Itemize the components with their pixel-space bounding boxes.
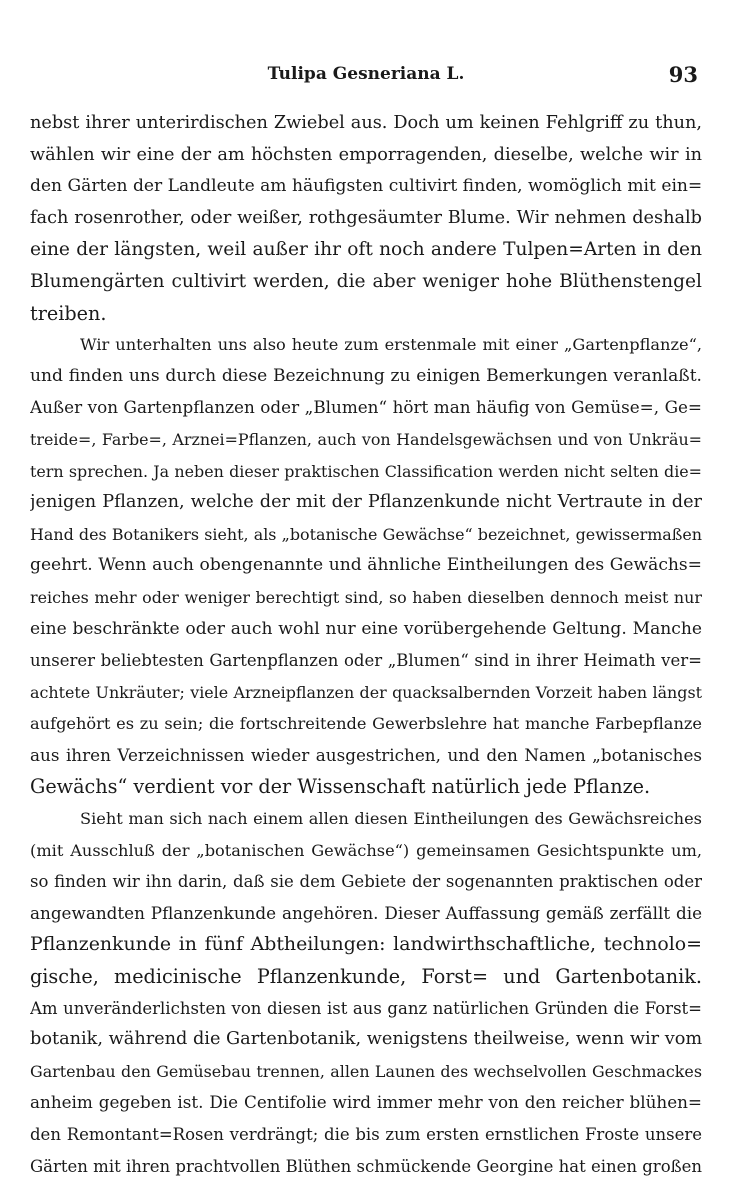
running-title: Tulipa Gesneriana L.: [267, 64, 465, 84]
text-line: Blumengärten cultivirt werden, die aber weniger hohe Blüthenstengel: [30, 270, 702, 292]
text-line: reiches mehr oder weniger berechtigt sind, so haben dieselben dennoch meist nur: [30, 587, 702, 607]
text-line: (mit Ausschluß der „botanischen Gewächse“) gemeinsamen Gesichtspunkte um,: [30, 840, 702, 860]
text-line: eine beschränkte oder auch wohl nur eine vorübergehende Geltung. Manche: [30, 618, 702, 639]
text-line: treiben.: [30, 301, 107, 325]
text-line: anheim gegeben ist. Die Centifolie wird immer mehr von den reicher blühen=: [30, 1092, 702, 1113]
text-line: Pflanzenkunde in fünf Abtheilungen: landwirthschaftliche, technolo=: [30, 933, 702, 956]
text-line: Außer von Gartenpflanzen oder „Blumen“ hört man häufig von Gemüse=, Ge=: [30, 397, 702, 418]
text-line: nebst ihrer unterirdischen Zwiebel aus. Doch um keinen Fehlgriff zu thun,: [30, 113, 702, 133]
text-line: achtete Unkräuter; viele Arzneipflanzen der quacksalbernden Vorzeit haben längst: [30, 682, 702, 702]
page-number: 93: [668, 62, 698, 87]
text-line: und finden uns durch diese Bezeichnung zu einigen Bemerkungen veranlaßt.: [30, 365, 702, 386]
text-line: Hand des Botanikers sieht, als „botanische Gewächse“ bezeichnet, gewissermaßen: [30, 524, 702, 544]
text-line: unserer beliebtesten Gartenpflanzen oder „Blumen“ sind in ihrer Heimath ver=: [30, 651, 702, 671]
text-line: Gärten mit ihren prachtvollen Blüthen schmückende Georgine hat einen großen: [30, 1156, 702, 1176]
running-head: [30, 64, 702, 90]
text-line: wählen wir eine der am höchsten emporragenden, dieselbe, welche wir in: [30, 144, 702, 165]
text-line: so finden wir ihn darin, daß sie dem Gebiete der sogenannten praktischen oder: [30, 872, 702, 892]
text-line: Gartenbau den Gemüsebau trennen, allen Launen des wechselvollen Geschmackes: [30, 1061, 702, 1081]
text-line: aus ihren Verzeichnissen wieder ausgestrichen, und den Namen „botanisches: [30, 744, 702, 765]
body-text: [30, 108, 702, 1182]
text-line: geehrt. Wenn auch obengenannte und ähnliche Eintheilungen des Gewächs=: [30, 555, 702, 576]
text-line: Wir unterhalten uns also heute zum erstenmale mit einer „Gartenpflanze“,: [80, 335, 702, 355]
text-line: Am unveränderlichsten von diesen ist aus ganz natürlichen Gründen die Forst=: [30, 998, 702, 1018]
text-line: treide=, Farbe=, Arznei=Pflanzen, auch von Handelsgewächsen und von Unkräu=: [30, 429, 702, 449]
text-line: den Gärten der Landleute am häufigsten cultivirt finden, womöglich mit ein=: [30, 176, 702, 197]
text-line: eine der längsten, weil außer ihr oft noch andere Tulpen=Arten in den: [30, 239, 702, 261]
text-line: Sieht man sich nach einem allen diesen Eintheilungen des Gewächsreiches: [80, 809, 702, 829]
text-line: jenigen Pflanzen, welche der mit der Pflanzenkunde nicht Vertraute in der: [30, 492, 702, 513]
paragraph: [30, 803, 702, 1182]
text-line: botanik, während die Gartenbotanik, wenigstens theilweise, wenn wir vom: [30, 1029, 702, 1050]
text-line: fach rosenrother, oder weißer, rothgesäumter Blume. Wir nehmen deshalb: [30, 207, 702, 228]
text-line: aufgehört es zu sein; die fortschreitende Gewerbslehre hat manche Farbepflanze: [30, 714, 702, 734]
text-line: tern sprechen. Ja neben dieser praktischen Classification werden nicht selten die=: [30, 461, 702, 481]
text-line: angewandten Pflanzenkunde angehören. Dieser Auffassung gemäß zerfällt die: [30, 902, 702, 923]
paragraph: [30, 329, 702, 803]
text-line: Gewächs“ verdient vor der Wissenschaft natürlich jede Pflanze.: [30, 775, 651, 799]
paragraph: [30, 108, 702, 329]
text-line: gische, medicinische Pflanzenkunde, Forst= und Gartenbotanik.: [30, 965, 702, 989]
text-line: den Remontant=Rosen verdrängt; die bis zum ersten ernstlichen Froste unsere: [30, 1125, 702, 1144]
